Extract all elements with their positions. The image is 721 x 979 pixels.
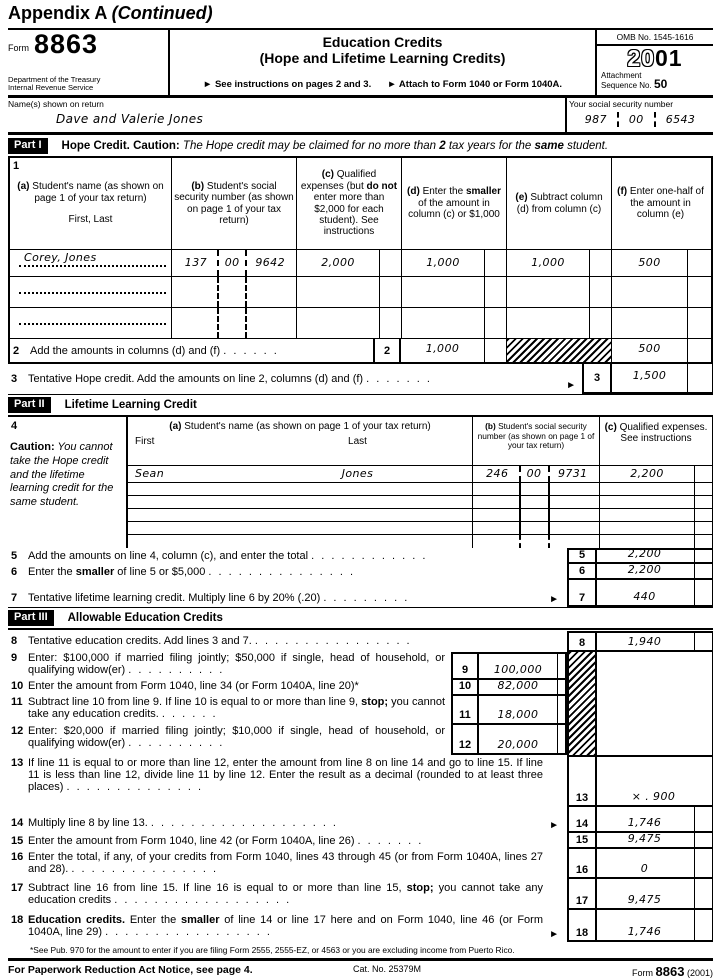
- cents-column: [557, 652, 567, 680]
- cents-column: [694, 509, 712, 521]
- dot-leader: . . . . . . . . . . . . . . . . . .: [114, 894, 292, 906]
- sequence-label: Sequence No.: [601, 81, 652, 90]
- one-half-field[interactable]: 500: [638, 256, 661, 269]
- line17-label-bold: stop;: [406, 882, 434, 894]
- open-cell: [597, 652, 713, 755]
- part3-bar: [8, 607, 713, 628]
- empty-ssn-field[interactable]: [172, 277, 296, 307]
- line2-amount-d[interactable]: 1,000: [425, 342, 460, 355]
- page-footer: [8, 958, 713, 979]
- dot-leader: . . . . . . . . . . . . . . . . .: [105, 926, 272, 938]
- empty-name-line[interactable]: [19, 323, 166, 325]
- line11-label-bold: stop;: [361, 696, 389, 708]
- line13-box: 13: [567, 755, 597, 807]
- student-ssn-field[interactable]: [172, 250, 296, 276]
- line16-number: 16: [11, 851, 24, 863]
- empty-ssn-field[interactable]: [473, 522, 599, 534]
- line8-label: Tentative education credits. Add lines 3 and 7.: [28, 635, 255, 647]
- ll-last-name-field[interactable]: Jones: [341, 467, 374, 480]
- ll-col-c-text: Qualified expenses. See instructions: [616, 422, 708, 445]
- line18-label-bold2: smaller: [180, 914, 220, 926]
- line10-amount[interactable]: 82,000: [497, 679, 539, 692]
- sequence-number: 50: [653, 77, 668, 91]
- ll-ssn1[interactable]: 246: [486, 467, 509, 480]
- line17-label2: you cannot take any education credits: [28, 882, 543, 906]
- line18-row: [8, 910, 713, 942]
- line14-amount-wrap: [597, 807, 694, 831]
- col-a-sub: First, Last: [68, 214, 113, 226]
- cents-column: [589, 308, 611, 338]
- line14-box: 14: [567, 807, 597, 833]
- line6-row: [8, 564, 713, 580]
- line3-amount[interactable]: 1,500: [632, 369, 667, 382]
- line13-amount-wrap: [597, 757, 712, 805]
- ll-empty-row: [128, 496, 712, 509]
- col-d-text1: Enter the: [419, 186, 466, 198]
- line18-number: 18: [11, 914, 24, 926]
- line13-decimal[interactable]: × . 900: [631, 790, 676, 803]
- agency-block: [8, 76, 166, 93]
- line12-number: 12: [11, 725, 24, 737]
- line8-amount-wrap: [597, 633, 694, 650]
- line13-number: 13: [11, 757, 24, 769]
- part1-heading-b2: same: [534, 139, 564, 152]
- form-header: [8, 28, 713, 98]
- form-title-line2: (Hope and Lifetime Learning Credits): [259, 50, 506, 66]
- empty-name-line[interactable]: [19, 292, 166, 294]
- ssn-separator: [617, 112, 619, 127]
- dot-leader: . . . . . . . . .: [323, 592, 410, 604]
- appendix-continued: (Continued): [111, 3, 213, 23]
- line8-amount[interactable]: 1,940: [627, 635, 662, 648]
- line15-row: [8, 833, 713, 849]
- dot-leader: . . . . . . . . . .: [128, 664, 225, 676]
- empty-ssn-field[interactable]: [473, 496, 599, 508]
- caution-text: You cannot take the Hope credit and the lifetime learning credit for the same student.: [10, 441, 114, 509]
- line7-amount[interactable]: 440: [633, 590, 656, 603]
- line1-number: 1: [13, 160, 20, 172]
- footer-form-id: [563, 964, 713, 979]
- taxpayer-row: [8, 98, 713, 135]
- line8-number: 8: [11, 635, 18, 647]
- cents-column: [687, 308, 709, 338]
- cents-column: [694, 535, 712, 548]
- lines9-12-block: [8, 652, 713, 755]
- line16-label: Enter the total, if any, of your credits from Form 1040, lines 43 through 45 (or from Form 1040A, lines 27 and 28).: [28, 851, 543, 875]
- ll-col-a-prefix: (a): [169, 421, 182, 432]
- line18-box: 18: [567, 910, 597, 942]
- cents-column: [694, 910, 712, 940]
- ll-empty-row: [128, 483, 712, 496]
- line9-number: 9: [11, 652, 18, 664]
- arrow-right-icon: ►: [549, 594, 559, 605]
- line17-amount[interactable]: 9,475: [627, 893, 662, 906]
- line9-box: 9: [451, 652, 479, 680]
- col-d-header: [402, 158, 506, 249]
- line5-row: [8, 548, 713, 564]
- line7-amount-wrap: [597, 580, 694, 605]
- dot-leader: . . . . . . . . . . . . . . .: [71, 863, 219, 875]
- cents-column: [694, 550, 712, 562]
- line15-label: Enter the amount from Form 1040, line 42 (or Form 1040A, line 26): [28, 835, 358, 847]
- part2-caution: [10, 441, 122, 510]
- line9-row: [8, 652, 567, 680]
- line9-amount[interactable]: 100,000: [493, 663, 543, 676]
- part2-badge: Part II: [8, 397, 51, 413]
- ll-ssn3[interactable]: 9731: [557, 467, 588, 480]
- dot-leader: . . . . . . .: [357, 835, 424, 847]
- omb-year-block: [595, 30, 713, 95]
- dot-leader: . . . . . . . . . . . . . . . . . . .: [150, 817, 338, 829]
- line6-box: 6: [567, 564, 597, 580]
- hope-empty-row: [10, 308, 711, 339]
- form-title-block: [170, 30, 595, 95]
- part1-heading-b1: 2: [439, 139, 446, 152]
- dot-leader: . . . . . . . . . . . . . .: [66, 781, 204, 793]
- line16-row: [8, 849, 713, 879]
- col-c-text2: enter more than $2,000 for each student). See instructions: [313, 192, 385, 238]
- part2-bar: [8, 394, 713, 415]
- form-label: Form: [8, 43, 29, 53]
- line14-row: [8, 807, 713, 833]
- line15-amount-wrap: [597, 833, 694, 847]
- arrow-right-icon: ►: [549, 929, 559, 940]
- line11-row: [8, 696, 567, 725]
- cents-column: [694, 807, 712, 831]
- line8-box: 8: [567, 631, 597, 652]
- ll-empty-row: [128, 509, 712, 522]
- name-field[interactable]: Dave and Valerie Jones: [56, 112, 204, 126]
- qualified-expenses-field[interactable]: 2,000: [321, 256, 355, 269]
- line12-label: Enter: $20,000 if married filing jointly; $10,000 if single, head of household, or qualifying widow(er): [28, 725, 445, 749]
- line4-number: 4: [11, 420, 18, 432]
- ll-empty-row: [128, 522, 712, 535]
- line15-amount[interactable]: 9,475: [627, 832, 662, 845]
- col-e-prefix: (e): [515, 192, 528, 204]
- part1-badge: Part I: [8, 138, 48, 154]
- line6-label-bold: smaller: [75, 566, 115, 578]
- line8-row: [8, 631, 713, 652]
- col-f-prefix: (f): [617, 186, 628, 198]
- arrow-right-icon: ►: [549, 820, 559, 831]
- col-c-text1: Qualified expenses (but: [300, 169, 377, 192]
- dot-leader: . . . . . . . . . . . . . . .: [208, 566, 356, 578]
- empty-ssn-field[interactable]: [473, 509, 599, 521]
- line7-row: [8, 580, 713, 607]
- year-outline: 20: [627, 45, 655, 71]
- col-a-header: [10, 158, 171, 249]
- form-title-line1: Education Credits: [322, 34, 443, 50]
- line7-box: 7: [567, 580, 597, 607]
- col-a-text: Student's name (as shown on page 1 of your tax return): [29, 181, 164, 204]
- line17-amount-wrap: [597, 879, 694, 908]
- part1-heading: [62, 140, 609, 152]
- ll-student-row: [128, 466, 712, 483]
- cents-column: [557, 725, 567, 755]
- col-e-header: [507, 158, 611, 249]
- appendix-title: Appendix A: [8, 3, 112, 23]
- line5-number: 5: [11, 550, 18, 562]
- line7-label: Tentative lifetime learning credit. Multiply line 6 by 20% (.20): [28, 592, 324, 604]
- line16-amount-wrap: [597, 849, 694, 877]
- line15-box: 15: [567, 833, 597, 849]
- col-d-prefix: (d): [407, 186, 420, 198]
- hatched-strip: [567, 652, 597, 755]
- line3-label: Tentative Hope credit. Add the amounts on line 2, columns (d) and (f): [28, 373, 364, 385]
- cents-column: [379, 250, 401, 276]
- line6-label1: Enter the: [28, 566, 76, 578]
- hope-student-row: [10, 250, 711, 277]
- line6-amount[interactable]: 2,200: [627, 563, 662, 576]
- line6-amount-wrap: [597, 564, 694, 578]
- ll-col-a-text: Student's name (as shown on page 1 of your tax return): [181, 421, 431, 432]
- cents-column: [484, 339, 506, 362]
- ll-col-c-prefix: (c): [604, 422, 617, 433]
- cents-column: [687, 277, 709, 307]
- line11-amount[interactable]: 18,000: [497, 708, 539, 721]
- line2-number: 2: [13, 344, 20, 357]
- hope-table-header: [10, 158, 711, 250]
- student-ssn1[interactable]: 137: [184, 256, 207, 269]
- ssn-label: Your social security number: [569, 99, 674, 109]
- dot-leader: . . . . . . .: [366, 373, 432, 385]
- line6-number: 6: [11, 566, 18, 578]
- cents-column: [694, 633, 712, 650]
- line11-box: 11: [451, 696, 479, 725]
- line3-box: 3: [582, 364, 612, 394]
- ssn-part2[interactable]: 00: [628, 113, 644, 126]
- line2-row: [10, 339, 711, 362]
- paperwork-notice: For Paperwork Reduction Act Notice, see page 4.: [8, 964, 253, 976]
- form-number: 8863: [34, 29, 99, 59]
- part1-bar: [8, 135, 713, 156]
- ssn-field[interactable]: [569, 112, 711, 127]
- line7-number: 7: [11, 592, 18, 604]
- col-b-prefix: (b): [191, 180, 205, 192]
- line10-number: 10: [11, 680, 24, 692]
- attachment-label: Attachment: [601, 71, 642, 80]
- line10-row: [8, 680, 567, 696]
- lifetime-learning-section: [8, 415, 713, 548]
- empty-ssn-field[interactable]: [172, 308, 296, 338]
- attachment-sequence: [597, 71, 713, 92]
- line16-amount[interactable]: 0: [640, 862, 649, 875]
- cents-column: [694, 522, 712, 534]
- line18-label2: of line 14 or line 17 here and on Form 1040, line 46 (or Form 1040A, line 29): [28, 914, 543, 938]
- line2-amount-f[interactable]: 500: [638, 342, 661, 355]
- ll-empty-row: [128, 535, 712, 548]
- caution-bold: Caution:: [10, 441, 55, 453]
- cents-column: [557, 696, 567, 725]
- cents-column: [694, 496, 712, 508]
- part1-heading-i1: The Hope credit may be claimed for no more than: [179, 139, 440, 152]
- line2-box: 2: [373, 339, 401, 362]
- ll-table-header: [128, 417, 712, 466]
- dot-leader: . . . . . . . . . .: [128, 737, 225, 749]
- ll-first-name-field[interactable]: Sean: [135, 467, 165, 480]
- name-label: Name(s) shown on return: [8, 99, 104, 109]
- first-label: First: [135, 436, 155, 448]
- cents-column: [687, 250, 709, 276]
- subtract-field[interactable]: 1,000: [531, 256, 565, 269]
- lifetime-learning-table: [126, 417, 713, 548]
- ll-col-c-header: [599, 417, 712, 465]
- form-number-block: [8, 30, 170, 95]
- line3-number: 3: [11, 373, 18, 385]
- line17-box: 17: [567, 879, 597, 910]
- col-b-text: Student's social security number (as shown on page 1 of your tax return): [174, 180, 294, 226]
- cents-column: [379, 277, 401, 307]
- col-f-header: [612, 158, 709, 249]
- col-c-bold: do not: [366, 180, 398, 192]
- line13-row: [8, 755, 713, 807]
- line11-label1: Subtract line 10 from line 9. If line 10 is equal to or more than line 9,: [28, 696, 362, 708]
- cents-column: [694, 833, 712, 847]
- line12-row: [8, 725, 567, 755]
- empty-ssn-field[interactable]: [473, 483, 599, 495]
- year-solid: 01: [655, 45, 683, 71]
- attach-note: ► Attach to Form 1040 or Form 1040A.: [387, 79, 563, 90]
- line5-amount[interactable]: 2,200: [627, 547, 662, 560]
- page-title: [8, 3, 713, 24]
- hatched-cell: [506, 339, 611, 362]
- part3-title: Allowable Education Credits: [67, 612, 223, 624]
- line11-number: 11: [11, 696, 23, 708]
- cents-column: [687, 339, 709, 362]
- line5-label: Add the amounts on line 4, column (c), and enter the total: [28, 550, 309, 562]
- line12-box: 12: [451, 725, 479, 755]
- part3-badge: Part III: [8, 610, 54, 626]
- col-c-prefix: (c): [321, 169, 334, 181]
- part1-heading-i3: student.: [563, 139, 609, 152]
- cents-column: [484, 277, 506, 307]
- cents-column: [694, 580, 712, 605]
- part2-title: Lifetime Learning Credit: [64, 399, 197, 411]
- student-ssn3[interactable]: 9642: [255, 256, 285, 269]
- line15-number: 15: [11, 835, 24, 847]
- line13-label: If line 11 is equal to or more than line 12, enter the amount from line 8 on line 14 and go to line 15. If line 11 is less than line 12, divide line 11 by line 12. Enter the result as a decimal (rounded to at least three places): [28, 757, 543, 793]
- cents-column: [694, 564, 712, 578]
- see-instructions-note: ► See instructions on pages 2 and 3.: [202, 79, 372, 90]
- ll-ssn2[interactable]: 00: [526, 467, 542, 480]
- omb-number: OMB No. 1545-1616: [597, 30, 713, 46]
- line17-label1: Subtract line 16 from line 15. If line 16 is equal to or more than line 15,: [28, 882, 407, 894]
- col-d-bold: smaller: [465, 186, 501, 198]
- line14-label: Multiply line 8 by line 13.: [28, 817, 151, 829]
- line18-amount[interactable]: 1,746: [627, 925, 662, 938]
- cents-column: [484, 250, 506, 276]
- cents-column: [379, 308, 401, 338]
- col-f-text: Enter one-half of the amount in column (e): [627, 186, 704, 221]
- ll-ssn-field[interactable]: [473, 466, 599, 482]
- form-title: [174, 34, 591, 66]
- line3-row: [8, 364, 713, 394]
- agency-line2: Internal Revenue Service: [8, 83, 94, 93]
- form-notes: [174, 79, 591, 90]
- line16-box: 16: [567, 849, 597, 879]
- line10-label: Enter the amount from Form 1040, line 34 (or Form 1040A, line 20)*: [28, 680, 359, 692]
- line5-box: 5: [567, 548, 597, 564]
- footer-year: (2001): [686, 968, 713, 978]
- student-name-field[interactable]: Corey, Jones: [19, 251, 166, 267]
- dot-leader: . . . . . .: [223, 344, 279, 357]
- col-c-header: [297, 158, 401, 249]
- part1-heading-i2: tax years for the: [445, 139, 535, 152]
- line14-amount[interactable]: 1,746: [627, 816, 662, 829]
- ll-expenses-field[interactable]: 2,200: [630, 467, 664, 480]
- line18-label-bold1: Education credits.: [28, 914, 126, 926]
- line12-amount[interactable]: 20,000: [497, 738, 539, 751]
- arrow-right-icon: ►: [566, 380, 576, 391]
- line14-number: 14: [11, 817, 24, 829]
- ll-col-b-header: [472, 417, 599, 465]
- cents-column: [694, 466, 712, 482]
- footer-form-label: Form: [632, 968, 654, 978]
- cents-column: [589, 250, 611, 276]
- ssn-separator: [654, 112, 656, 127]
- hope-credit-table: [8, 156, 713, 364]
- col-a-prefix: (a): [17, 181, 30, 193]
- cents-column: [694, 849, 712, 877]
- line11-label2: you cannot take any education credits.: [28, 696, 445, 720]
- dot-leader: . . . . . . . . . . . .: [311, 550, 428, 562]
- line17-number: 17: [11, 882, 24, 894]
- cents-column: [694, 483, 712, 495]
- cents-column: [687, 364, 712, 392]
- last-label: Last: [348, 436, 367, 448]
- allowable-credits-section: [8, 628, 713, 957]
- line10-box: 10: [451, 680, 479, 696]
- line2-label: Add the amounts in columns (d) and (f): [30, 344, 221, 357]
- cents-column: [557, 680, 567, 696]
- smaller-amount-field[interactable]: 1,000: [426, 256, 460, 269]
- col-e-text: Subtract column (d) from column (c): [516, 192, 603, 215]
- line6-label2: of line 5 or $5,000: [114, 566, 209, 578]
- line5-amount-wrap: [597, 547, 694, 562]
- student-ssn2[interactable]: 00: [224, 256, 240, 269]
- line18-label1: Enter the: [125, 914, 181, 926]
- ll-col-b-text: Student's social security number (as shown on page 1 of your tax return): [477, 421, 595, 451]
- tax-year: [597, 46, 713, 71]
- col-d-text2: of the amount in column (c) or $1,000: [408, 197, 500, 221]
- cents-column: [484, 308, 506, 338]
- part1-heading-bold: Hope Credit. Caution:: [61, 139, 180, 152]
- ll-col-a-header: [128, 417, 472, 465]
- catalog-number: Cat. No. 25379M: [353, 964, 422, 974]
- cents-column: [694, 879, 712, 908]
- empty-ssn-field[interactable]: [473, 535, 599, 548]
- line18-amount-wrap: [597, 910, 694, 940]
- footer-form-number: 8863: [655, 964, 685, 979]
- dot-leader: . . . . . . . . . . . . . . . .: [254, 635, 412, 647]
- ll-col-b-prefix: (b): [485, 421, 496, 431]
- line17-row: [8, 879, 713, 910]
- agency-line1: Department of the Treasury: [8, 74, 101, 84]
- ssn-part3[interactable]: 6543: [665, 113, 696, 126]
- line9-label: Enter: $100,000 if married filing jointly; $50,000 if single, head of household, or qualifying widow(er): [28, 652, 445, 676]
- dot-leader: . . . . . .: [161, 708, 218, 720]
- cents-column: [589, 277, 611, 307]
- col-b-header: [172, 158, 296, 249]
- ssn-part1[interactable]: 987: [584, 113, 607, 126]
- footnote: *See Pub. 970 for the amount to enter if you are filing Form 2555, 2555-EZ, or 4563 or you are excluding income from Puerto Rico.: [30, 945, 515, 955]
- hope-empty-row: [10, 277, 711, 308]
